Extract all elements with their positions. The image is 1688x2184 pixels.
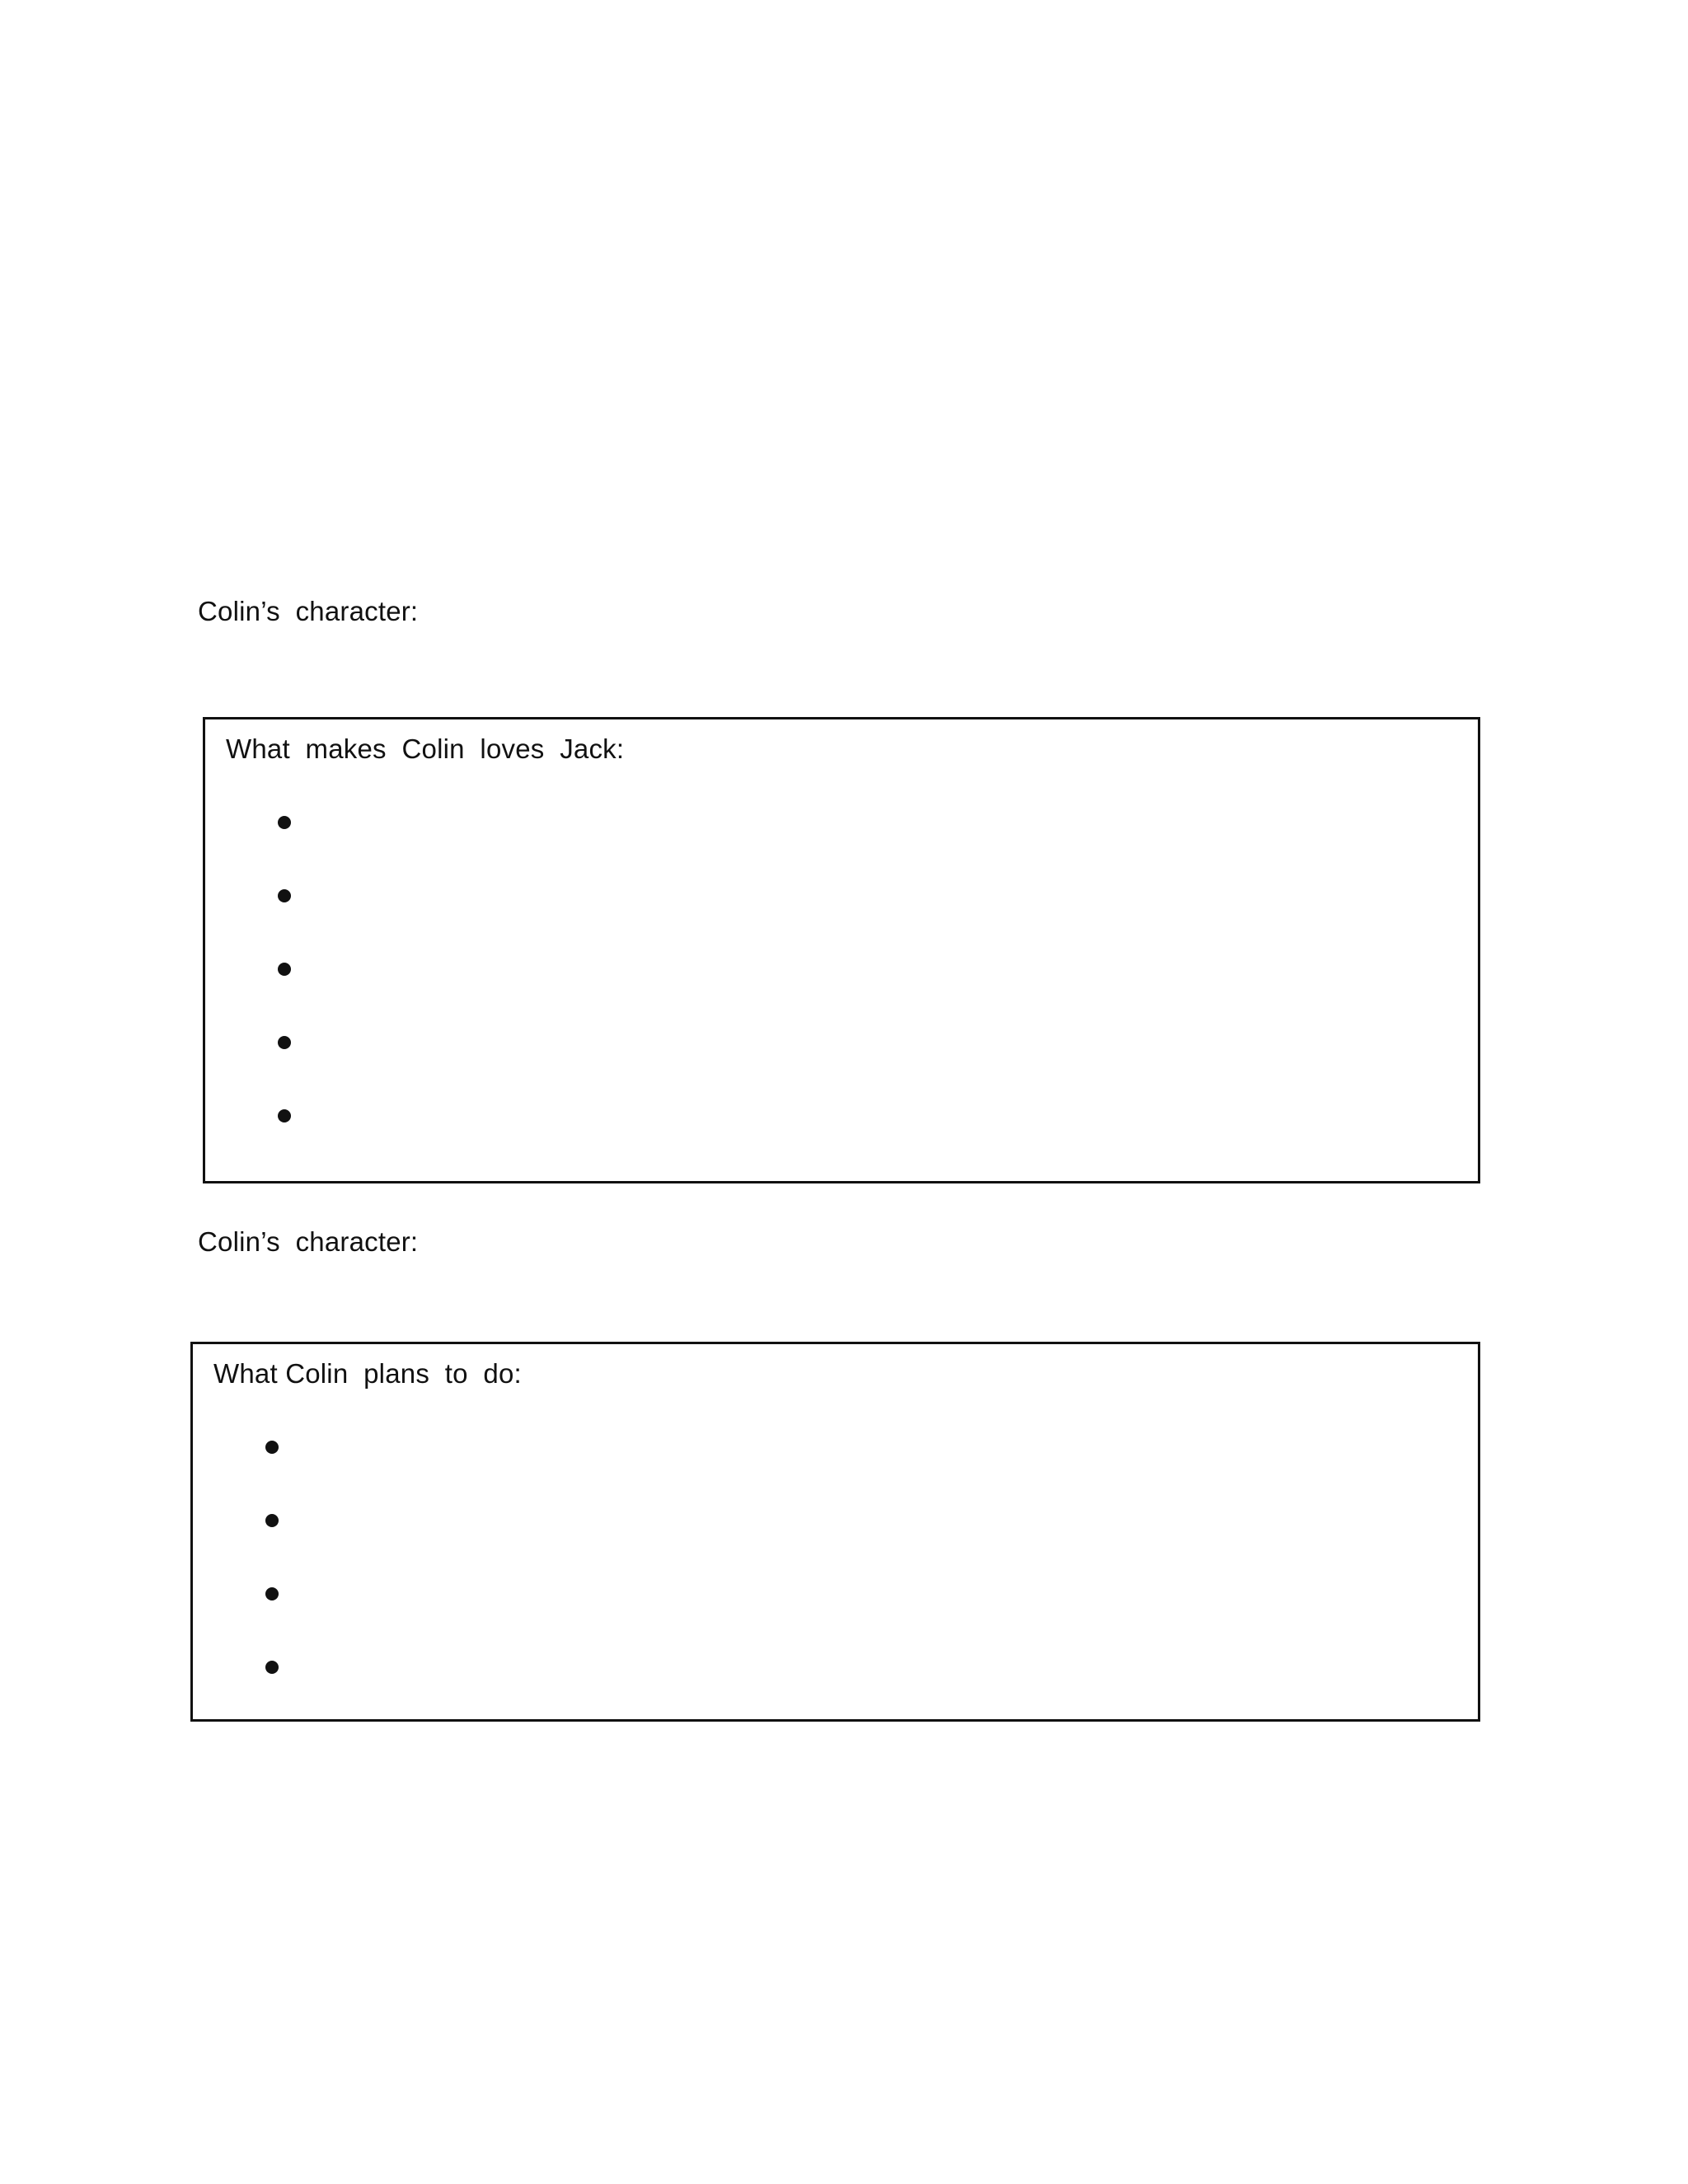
bullet-dot-icon [278,816,291,829]
bullet-dot-icon [265,1587,279,1601]
answer-box-2-title: What Colin plans to do: [213,1358,522,1389]
bullet-dot-icon [278,1036,291,1049]
bullet-dot-icon [265,1441,279,1454]
answer-box-1[interactable] [203,717,1480,1183]
bullet-dot-icon [278,889,291,902]
bullet-dot-icon [265,1661,279,1674]
answer-box-1-title: What makes Colin loves Jack: [226,733,625,764]
bullet-dot-icon [278,963,291,976]
bullet-dot-icon [265,1514,279,1527]
bullet-dot-icon [278,1109,291,1122]
section-heading-2: Colin’s character: [198,1226,419,1257]
section-heading-1: Colin’s character: [198,596,419,626]
answer-box-2[interactable] [190,1342,1480,1722]
